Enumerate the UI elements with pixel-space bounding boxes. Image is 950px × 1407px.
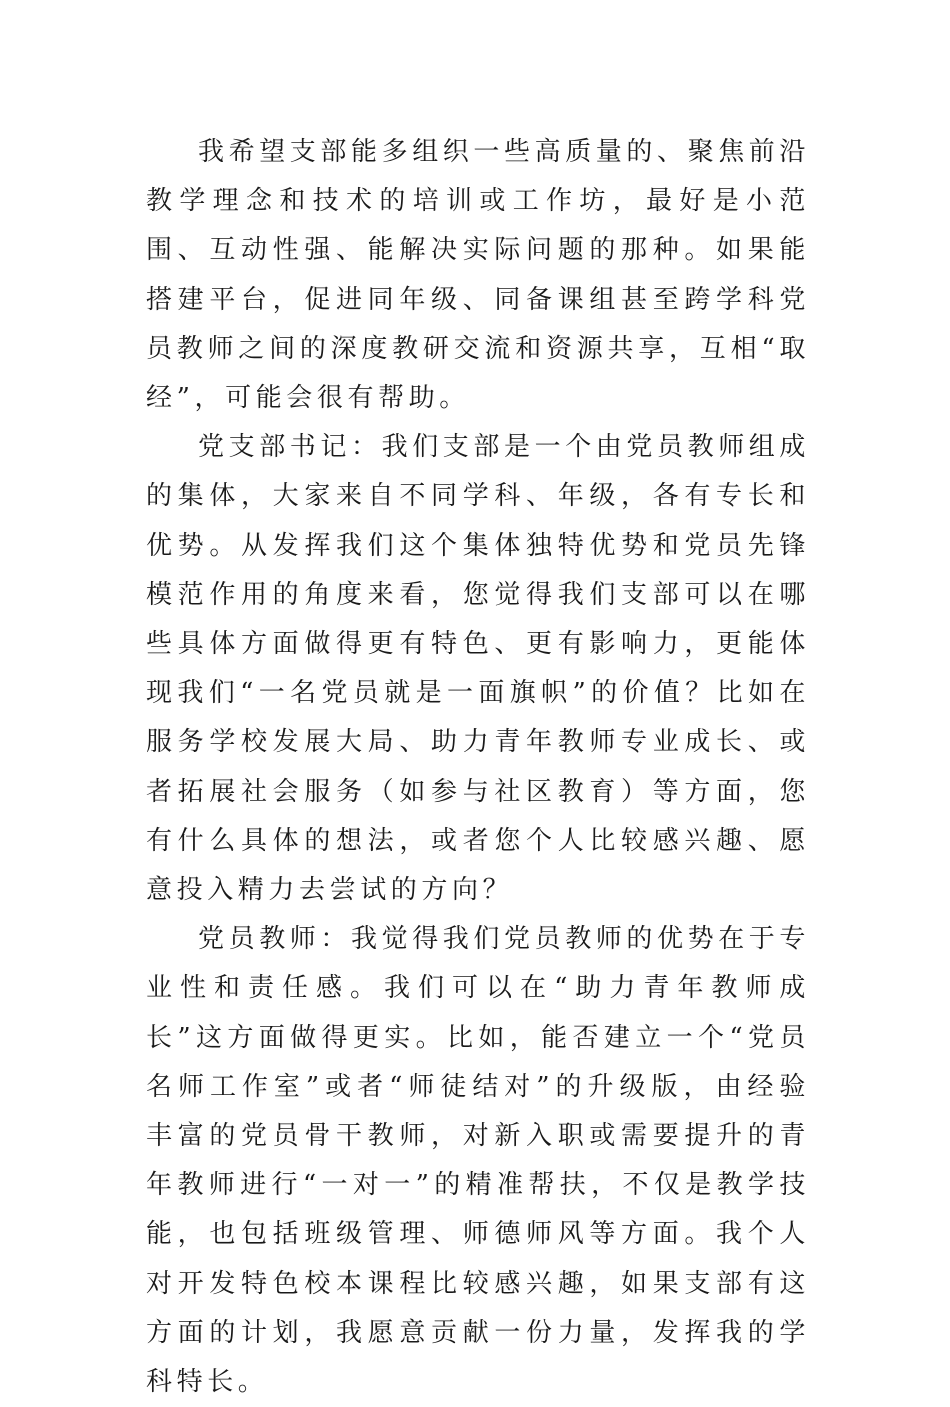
- paragraph-teacher-suggestion: 我希望支部能多组织一些高质量的、聚焦前沿教学理念和技术的培训或工作坊，最好是小范围、互动性强、能解决实际问题的那种。如果能搭建平台，促进同年级、同备课组甚至跨学科党员教师之间的深度教研交流和资源共享，互相“取经”，可能会很有帮助。: [146, 137, 811, 414]
- paragraph-secretary-question: 党支部书记：我们支部是一个由党员教师组成的集体，大家来自不同学科、年级，各有专长和优势。从发挥我们这个集体独特优势和党员先锋模范作用的角度来看，您觉得我们支部可以在哪些具体方面做得更有特色、更有影响力，更能体现我们“一名党员就是一面旗帜”的价值？比如在服务学校发展大局、助力青年教师专业成长、或者拓展社会服务（如参与社区教育）等方面，您有什么具体的想法，或者您个人比较感兴趣、愿意投入精力去尝试的方向？: [146, 432, 811, 906]
- document-body: [146, 128, 810, 1407]
- paragraph-teacher-answer: 党员教师：我觉得我们党员教师的优势在于专业性和责任感。我们可以在“助力青年教师成长”这方面做得更实。比如，能否建立一个“党员名师工作室”或者“师徒结对”的升级版，由经验丰富的党员骨干教师，对新入职或需要提升的青年教师进行“一对一”的精准帮扶，不仅是教学技能，也包括班级管理、师德师风等方面。我个人对开发特色校本课程比较感兴趣，如果支部有这方面的计划，我愿意贡献一份力量，发挥我的学科特长。: [146, 924, 811, 1398]
